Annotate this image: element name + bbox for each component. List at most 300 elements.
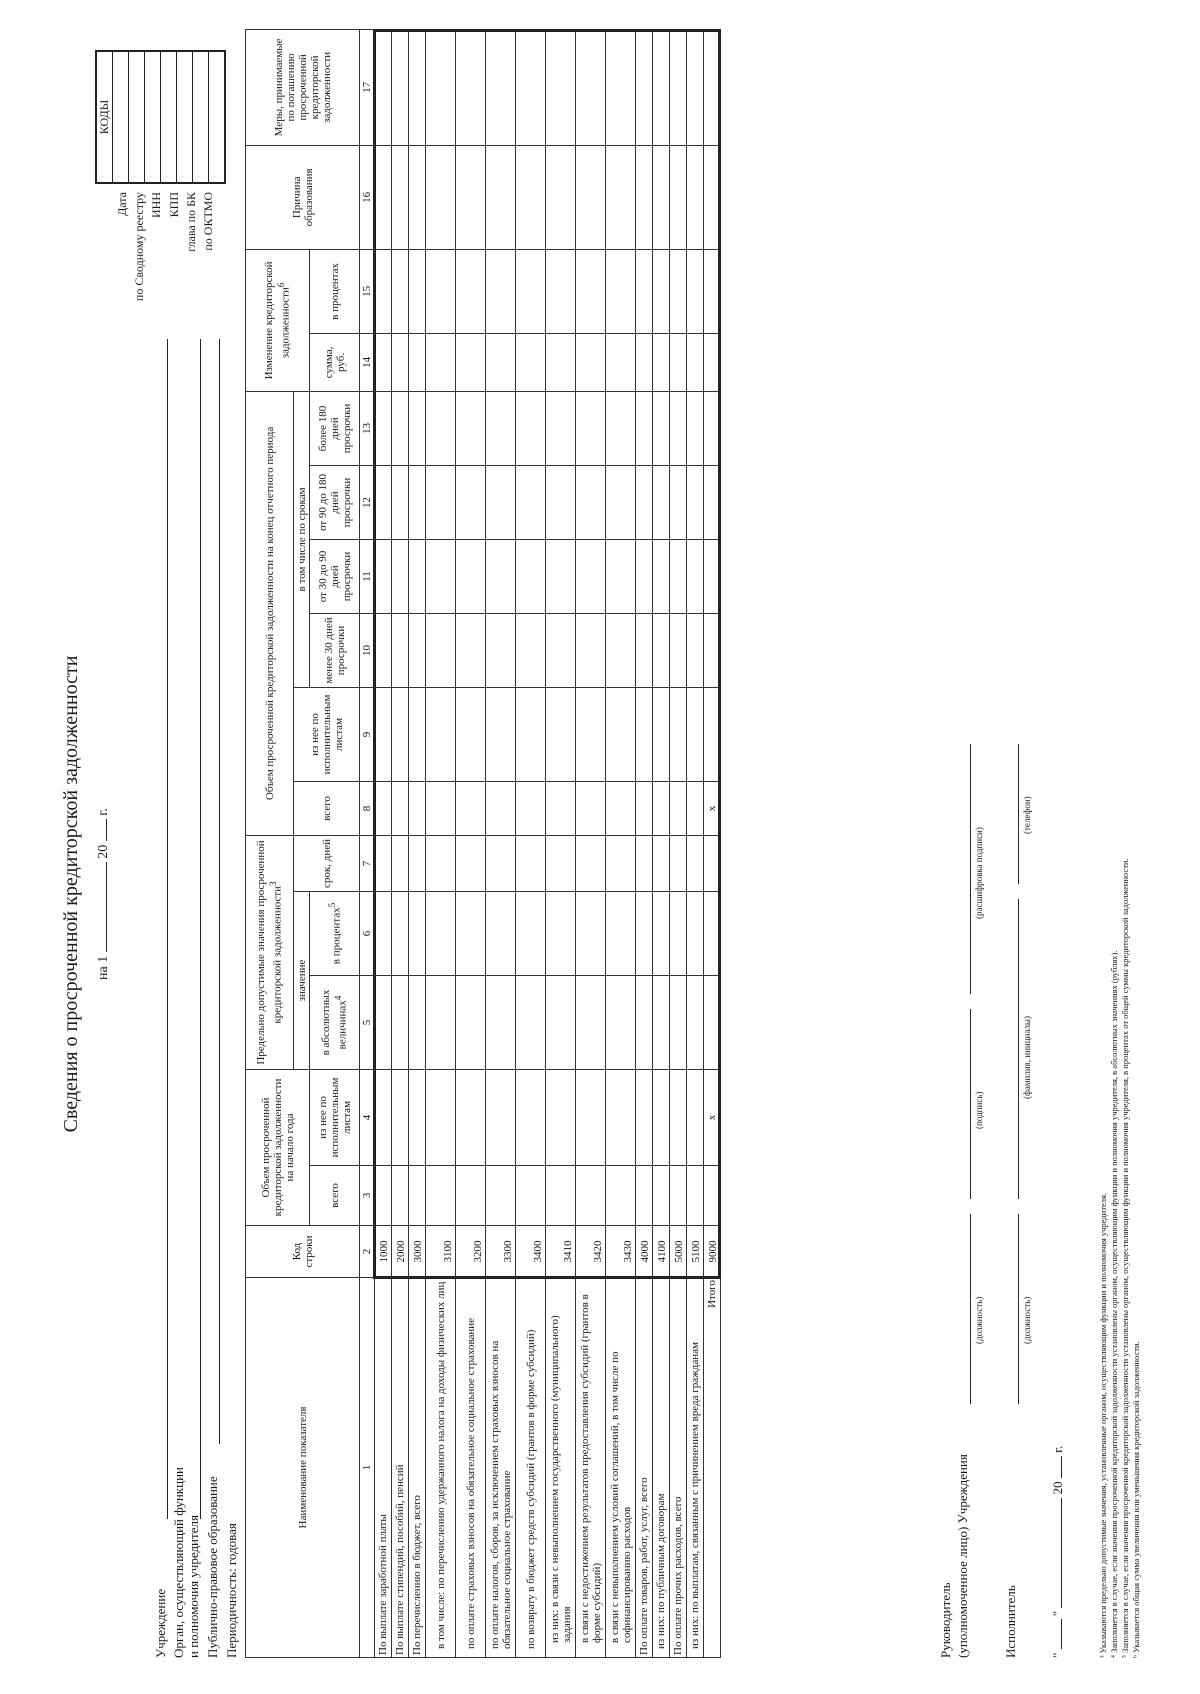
cell-col-14[interactable] [636, 333, 653, 391]
cell-col-3[interactable] [546, 1166, 576, 1226]
cell-col-11[interactable] [546, 539, 576, 613]
cell-col-16[interactable] [670, 145, 687, 249]
cell-col-12[interactable] [375, 465, 392, 539]
row-name: По оплате прочих расходов, всего [670, 1278, 687, 1658]
cell-col-10[interactable] [516, 613, 546, 687]
header-limits [246, 835, 294, 1069]
cell-col-8[interactable] [576, 781, 606, 835]
row-name: по оплате налогов, сборов, за исключением страховых взносов на обязательное социальное страхование [486, 1278, 516, 1658]
head-position-line[interactable] [970, 1214, 971, 1404]
organ-label-2: и полномочия учредителя [186, 1515, 201, 1658]
row-name: По оплате товаров, работ, услуг, всего [636, 1278, 653, 1658]
row-code: 5100 [687, 1226, 704, 1278]
cell-col-10[interactable] [636, 613, 653, 687]
cell-col-3[interactable] [375, 1166, 392, 1226]
cell-col-12[interactable] [456, 465, 486, 539]
cell-col-15[interactable] [426, 249, 456, 333]
cell-col-11[interactable] [636, 539, 653, 613]
cell-col-8[interactable] [426, 781, 456, 835]
cell-col-4[interactable] [426, 1069, 456, 1165]
cell-col-4[interactable] [516, 1069, 546, 1165]
header-change-sup: 6 [276, 282, 287, 288]
cell-col-17[interactable] [606, 29, 636, 145]
cell-col-8[interactable] [409, 781, 426, 835]
total-mark-col-4: x [704, 1069, 721, 1165]
row-name: По выплате заработной платы [375, 1278, 392, 1658]
cell-col-14[interactable] [670, 333, 687, 391]
cell-col-11[interactable] [392, 539, 409, 613]
cell-col-13[interactable] [576, 391, 606, 465]
cell-col-9[interactable] [426, 687, 456, 781]
cell-col-14[interactable] [516, 333, 546, 391]
cell-col-11[interactable] [687, 539, 704, 613]
cell-col-3[interactable] [392, 1166, 409, 1226]
cell-col-9[interactable] [392, 687, 409, 781]
cell-col-14[interactable] [606, 333, 636, 391]
total-cell-col-7[interactable] [704, 835, 721, 891]
cell-col-6[interactable] [606, 891, 636, 975]
cell-col-3[interactable] [576, 1166, 606, 1226]
executor-name-line[interactable] [1018, 899, 1019, 1199]
cell-col-10[interactable] [392, 613, 409, 687]
codes-labels [114, 192, 217, 364]
row-code: 3410 [546, 1226, 576, 1278]
row-name: из них: по публичным договорам [653, 1278, 670, 1658]
cell-col-10[interactable] [375, 613, 392, 687]
cell-col-14[interactable] [653, 333, 670, 391]
total-cell-col-16[interactable] [704, 145, 721, 249]
header-abs-text: в абсолютных величинах [320, 989, 349, 1056]
cell-col-11[interactable] [606, 539, 636, 613]
cell-col-11[interactable] [516, 539, 546, 613]
cell-col-5[interactable] [392, 975, 409, 1069]
cell-col-7[interactable] [636, 835, 653, 891]
cell-col-5[interactable] [606, 975, 636, 1069]
cell-col-5[interactable] [426, 975, 456, 1069]
cell-col-6[interactable] [576, 891, 606, 975]
cell-col-4[interactable] [456, 1069, 486, 1165]
cell-col-10[interactable] [456, 613, 486, 687]
head-decoding-line[interactable] [970, 744, 971, 994]
table-row [409, 29, 426, 1657]
cell-col-15[interactable] [546, 249, 576, 333]
table-row [375, 29, 392, 1657]
cell-col-4[interactable] [606, 1069, 636, 1165]
header-incl-terms: в том числе по срокам [294, 391, 310, 687]
sign-date [1050, 1446, 1066, 1658]
total-cell-col-5[interactable] [704, 975, 721, 1069]
cell-col-14[interactable] [375, 333, 392, 391]
cell-col-5[interactable] [409, 975, 426, 1069]
row-code: 3100 [426, 1226, 456, 1278]
cell-col-5[interactable] [576, 975, 606, 1069]
cell-col-10[interactable] [670, 613, 687, 687]
cell-col-11[interactable] [375, 539, 392, 613]
cell-col-16[interactable] [546, 145, 576, 249]
cell-col-15[interactable] [606, 249, 636, 333]
row-name: из них: в связи с невыполнением государственного (муниципального) задания [546, 1278, 576, 1658]
period-line [96, 394, 112, 1394]
total-cell-col-13[interactable] [704, 391, 721, 465]
total-cell-col-15[interactable] [704, 249, 721, 333]
cell-col-3[interactable] [670, 1166, 687, 1226]
cell-col-8[interactable] [392, 781, 409, 835]
cell-col-17[interactable] [653, 29, 670, 145]
cell-col-7[interactable] [546, 835, 576, 891]
cell-col-16[interactable] [375, 145, 392, 249]
cell-col-16[interactable] [426, 145, 456, 249]
cell-col-3[interactable] [456, 1166, 486, 1226]
cell-col-4[interactable] [670, 1069, 687, 1165]
cell-col-15[interactable] [456, 249, 486, 333]
header-pct-text: в процентах [330, 907, 343, 965]
cell-col-13[interactable] [409, 391, 426, 465]
cell-col-13[interactable] [687, 391, 704, 465]
table-row [636, 29, 653, 1657]
code-cell-oktmo[interactable] [209, 51, 226, 183]
cell-col-5[interactable] [516, 975, 546, 1069]
row-name: в том числе: по перечислению удержанного налога на доходы физических лиц [426, 1278, 456, 1658]
cell-col-4[interactable] [392, 1069, 409, 1165]
cell-col-12[interactable] [486, 465, 516, 539]
cell-col-14[interactable] [687, 333, 704, 391]
cell-col-11[interactable] [409, 539, 426, 613]
table-row [653, 29, 670, 1657]
cell-col-13[interactable] [486, 391, 516, 465]
row-code: 3430 [606, 1226, 636, 1278]
cell-col-6[interactable] [516, 891, 546, 975]
cell-col-6[interactable] [687, 891, 704, 975]
cell-col-5[interactable] [653, 975, 670, 1069]
cell-col-5[interactable] [456, 975, 486, 1069]
code-cell-kpp[interactable] [161, 51, 177, 183]
cell-col-6[interactable] [670, 891, 687, 975]
row-code: 4100 [653, 1226, 670, 1278]
total-cell-col-12[interactable] [704, 465, 721, 539]
date-year-prefix: 20 [1050, 1481, 1065, 1495]
cell-col-6[interactable] [426, 891, 456, 975]
cell-col-11[interactable] [456, 539, 486, 613]
cell-col-6[interactable] [392, 891, 409, 975]
header-start-volume: Объем просроченной кредиторской задолженности на начало года [246, 1069, 310, 1225]
cell-col-6[interactable] [653, 891, 670, 975]
header-change-text: Изменение кредиторской задолженности [263, 261, 292, 380]
cell-col-11[interactable] [670, 539, 687, 613]
cell-col-7[interactable] [653, 835, 670, 891]
header-term: срок, дней [294, 835, 360, 891]
cell-col-11[interactable] [486, 539, 516, 613]
cell-col-9[interactable] [606, 687, 636, 781]
total-cell-col-3[interactable] [704, 1166, 721, 1226]
cell-col-13[interactable] [375, 391, 392, 465]
cell-col-7[interactable] [426, 835, 456, 891]
cell-col-10[interactable] [409, 613, 426, 687]
cell-col-8[interactable] [456, 781, 486, 835]
code-cell-blank[interactable] [177, 51, 193, 183]
cell-col-5[interactable] [687, 975, 704, 1069]
footnote-4: ⁴ Заполняется в случае, если значения просроченной кредиторской задолженности установлены органом, осуществляющим функции и полномочия учредителя, в абсолютных значениях (рублях). [1109, 950, 1119, 1658]
code-cell-inn[interactable] [145, 51, 161, 183]
cell-col-6[interactable] [636, 891, 653, 975]
cell-col-12[interactable] [670, 465, 687, 539]
period-year-prefix: 20 [96, 844, 111, 859]
code-cell-date[interactable] [113, 51, 129, 183]
cell-col-14[interactable] [426, 333, 456, 391]
cell-col-7[interactable] [409, 835, 426, 891]
cell-col-14[interactable] [546, 333, 576, 391]
organ-line [200, 339, 201, 1519]
cell-col-6[interactable] [456, 891, 486, 975]
cell-col-16[interactable] [653, 145, 670, 249]
cell-col-17[interactable] [636, 29, 653, 145]
cell-col-4[interactable] [486, 1069, 516, 1165]
cell-col-17[interactable] [409, 29, 426, 145]
cell-col-17[interactable] [687, 29, 704, 145]
head-signature-line[interactable] [970, 1009, 971, 1199]
row-name: по возврату в бюджет средств субсидий (грантов в форме субсидий) [516, 1278, 546, 1658]
cell-col-12[interactable] [687, 465, 704, 539]
cell-col-7[interactable] [687, 835, 704, 891]
cell-col-8[interactable] [636, 781, 653, 835]
cell-col-15[interactable] [392, 249, 409, 333]
cell-col-9[interactable] [670, 687, 687, 781]
cell-col-4[interactable] [409, 1069, 426, 1165]
cell-col-8[interactable] [486, 781, 516, 835]
cell-col-17[interactable] [670, 29, 687, 145]
cell-col-3[interactable] [516, 1166, 546, 1226]
cell-col-8[interactable] [653, 781, 670, 835]
cell-col-16[interactable] [687, 145, 704, 249]
header-measures: Меры, принимаемые по погашению просроченной кредиторской задолженности [246, 29, 360, 145]
cell-col-10[interactable] [606, 613, 636, 687]
cell-col-15[interactable] [516, 249, 546, 333]
cell-col-6[interactable] [486, 891, 516, 975]
cell-col-4[interactable] [546, 1069, 576, 1165]
cell-col-5[interactable] [486, 975, 516, 1069]
cell-col-6[interactable] [546, 891, 576, 975]
total-cell-col-10[interactable] [704, 613, 721, 687]
cell-col-15[interactable] [576, 249, 606, 333]
head-label-1: Руководитель [938, 1582, 953, 1658]
cell-col-15[interactable] [486, 249, 516, 333]
cell-col-10[interactable] [653, 613, 670, 687]
row-name: в связи с невыполнением условий соглашений, в том числе по софинансированию расходов [606, 1278, 636, 1658]
cell-col-16[interactable] [576, 145, 606, 249]
cell-col-4[interactable] [653, 1069, 670, 1165]
cell-col-12[interactable] [392, 465, 409, 539]
page-title: Сведения о просроченной кредиторской задолженности [60, 655, 82, 1133]
cell-col-13[interactable] [516, 391, 546, 465]
cell-col-9[interactable] [546, 687, 576, 781]
cell-col-16[interactable] [409, 145, 426, 249]
cell-col-11[interactable] [653, 539, 670, 613]
cell-col-12[interactable] [653, 465, 670, 539]
cell-col-7[interactable] [392, 835, 409, 891]
cell-col-7[interactable] [456, 835, 486, 891]
cell-col-15[interactable] [375, 249, 392, 333]
cell-col-13[interactable] [426, 391, 456, 465]
cell-col-13[interactable] [546, 391, 576, 465]
cell-col-9[interactable] [375, 687, 392, 781]
header-change [246, 249, 310, 391]
cell-col-7[interactable] [606, 835, 636, 891]
table-row [576, 29, 606, 1657]
cell-col-3[interactable] [486, 1166, 516, 1226]
cell-col-3[interactable] [653, 1166, 670, 1226]
head-signature-caption: (подпись) [974, 1091, 984, 1129]
cell-col-13[interactable] [653, 391, 670, 465]
cell-col-9[interactable] [636, 687, 653, 781]
column-number-16: 16 [360, 145, 375, 249]
cell-col-12[interactable] [576, 465, 606, 539]
cell-col-15[interactable] [409, 249, 426, 333]
cell-col-8[interactable] [606, 781, 636, 835]
cell-col-5[interactable] [375, 975, 392, 1069]
cell-col-3[interactable] [606, 1166, 636, 1226]
cell-col-9[interactable] [456, 687, 486, 781]
code-cell-bk[interactable] [193, 51, 209, 183]
cell-col-16[interactable] [606, 145, 636, 249]
cell-col-3[interactable] [687, 1166, 704, 1226]
cell-col-16[interactable] [486, 145, 516, 249]
cell-col-8[interactable] [516, 781, 546, 835]
cell-col-14[interactable] [409, 333, 426, 391]
cell-col-7[interactable] [670, 835, 687, 891]
cell-col-17[interactable] [426, 29, 456, 145]
cell-col-10[interactable] [576, 613, 606, 687]
column-number-5: 5 [360, 975, 375, 1069]
code-label-kpp: КПП [166, 192, 181, 218]
cell-col-17[interactable] [516, 29, 546, 145]
cell-col-14[interactable] [486, 333, 516, 391]
executor-phone-line[interactable] [1018, 744, 1019, 884]
cell-col-3[interactable] [636, 1166, 653, 1226]
cell-col-5[interactable] [670, 975, 687, 1069]
cell-col-9[interactable] [576, 687, 606, 781]
cell-col-15[interactable] [687, 249, 704, 333]
executor-phone-caption: (телефон) [1022, 796, 1032, 834]
header-end-exec: из нее по исполнительным листам [294, 687, 360, 781]
table-row [687, 29, 704, 1657]
cell-col-15[interactable] [636, 249, 653, 333]
header-90-180: от 90 до 180 дней просрочки [310, 465, 360, 539]
cell-col-17[interactable] [375, 29, 392, 145]
total-cell-col-9[interactable] [704, 687, 721, 781]
cell-col-14[interactable] [456, 333, 486, 391]
cell-col-9[interactable] [486, 687, 516, 781]
cell-col-16[interactable] [392, 145, 409, 249]
cell-col-16[interactable] [516, 145, 546, 249]
cell-col-7[interactable] [375, 835, 392, 891]
cell-col-17[interactable] [576, 29, 606, 145]
column-number-9: 9 [360, 687, 375, 781]
row-code: 3000 [409, 1226, 426, 1278]
cell-col-15[interactable] [670, 249, 687, 333]
cell-col-12[interactable] [426, 465, 456, 539]
total-cell-col-14[interactable] [704, 333, 721, 391]
header-start-exec: из нее по исполнительным листам [310, 1069, 360, 1165]
column-number-2: 2 [360, 1226, 375, 1278]
code-cell-registry[interactable] [129, 51, 145, 183]
cell-col-10[interactable] [546, 613, 576, 687]
cell-col-9[interactable] [653, 687, 670, 781]
cell-col-10[interactable] [687, 613, 704, 687]
cell-col-12[interactable] [606, 465, 636, 539]
cell-col-13[interactable] [670, 391, 687, 465]
column-number-13: 13 [360, 391, 375, 465]
cell-col-17[interactable] [456, 29, 486, 145]
cell-col-17[interactable] [392, 29, 409, 145]
cell-col-8[interactable] [670, 781, 687, 835]
cell-col-7[interactable] [516, 835, 546, 891]
header-value: значение [294, 891, 310, 1069]
cell-col-3[interactable] [426, 1166, 456, 1226]
cell-col-12[interactable] [409, 465, 426, 539]
institution-label: Учреждение [153, 1588, 168, 1658]
cell-col-13[interactable] [606, 391, 636, 465]
institution-line [167, 339, 168, 1519]
cell-col-10[interactable] [426, 613, 456, 687]
table-row [426, 29, 456, 1657]
cell-col-16[interactable] [636, 145, 653, 249]
cell-col-12[interactable] [546, 465, 576, 539]
total-cell-col-17[interactable] [704, 29, 721, 145]
cell-col-5[interactable] [636, 975, 653, 1069]
cell-col-6[interactable] [375, 891, 392, 975]
cell-col-17[interactable] [546, 29, 576, 145]
total-cell-col-6[interactable] [704, 891, 721, 975]
cell-col-9[interactable] [687, 687, 704, 781]
header-code: Код строки [246, 1226, 360, 1278]
cell-col-4[interactable] [375, 1069, 392, 1165]
total-cell-col-11[interactable] [704, 539, 721, 613]
cell-col-4[interactable] [687, 1069, 704, 1165]
cell-col-5[interactable] [546, 975, 576, 1069]
cell-col-13[interactable] [392, 391, 409, 465]
cell-col-8[interactable] [375, 781, 392, 835]
cell-col-6[interactable] [409, 891, 426, 975]
cell-col-9[interactable] [409, 687, 426, 781]
debt-table [245, 29, 721, 1658]
cell-col-7[interactable] [486, 835, 516, 891]
cell-col-12[interactable] [516, 465, 546, 539]
cell-col-15[interactable] [653, 249, 670, 333]
column-number-1: 1 [360, 1278, 375, 1658]
row-code: 3420 [576, 1226, 606, 1278]
cell-col-3[interactable] [409, 1166, 426, 1226]
executor-position-line[interactable] [1018, 1214, 1019, 1404]
cell-col-10[interactable] [486, 613, 516, 687]
municipality-label: Публично-правовое образование [205, 1476, 220, 1658]
cell-col-13[interactable] [456, 391, 486, 465]
cell-col-11[interactable] [576, 539, 606, 613]
period-prefix: на 1 [96, 955, 111, 980]
cell-col-4[interactable] [576, 1069, 606, 1165]
cell-col-16[interactable] [456, 145, 486, 249]
cell-col-13[interactable] [636, 391, 653, 465]
header-pct [310, 891, 360, 975]
cell-col-7[interactable] [576, 835, 606, 891]
cell-col-8[interactable] [687, 781, 704, 835]
cell-col-14[interactable] [576, 333, 606, 391]
cell-col-12[interactable] [636, 465, 653, 539]
cell-col-17[interactable] [486, 29, 516, 145]
cell-col-9[interactable] [516, 687, 546, 781]
cell-col-14[interactable] [392, 333, 409, 391]
cell-col-4[interactable] [636, 1069, 653, 1165]
cell-col-11[interactable] [426, 539, 456, 613]
cell-col-8[interactable] [546, 781, 576, 835]
